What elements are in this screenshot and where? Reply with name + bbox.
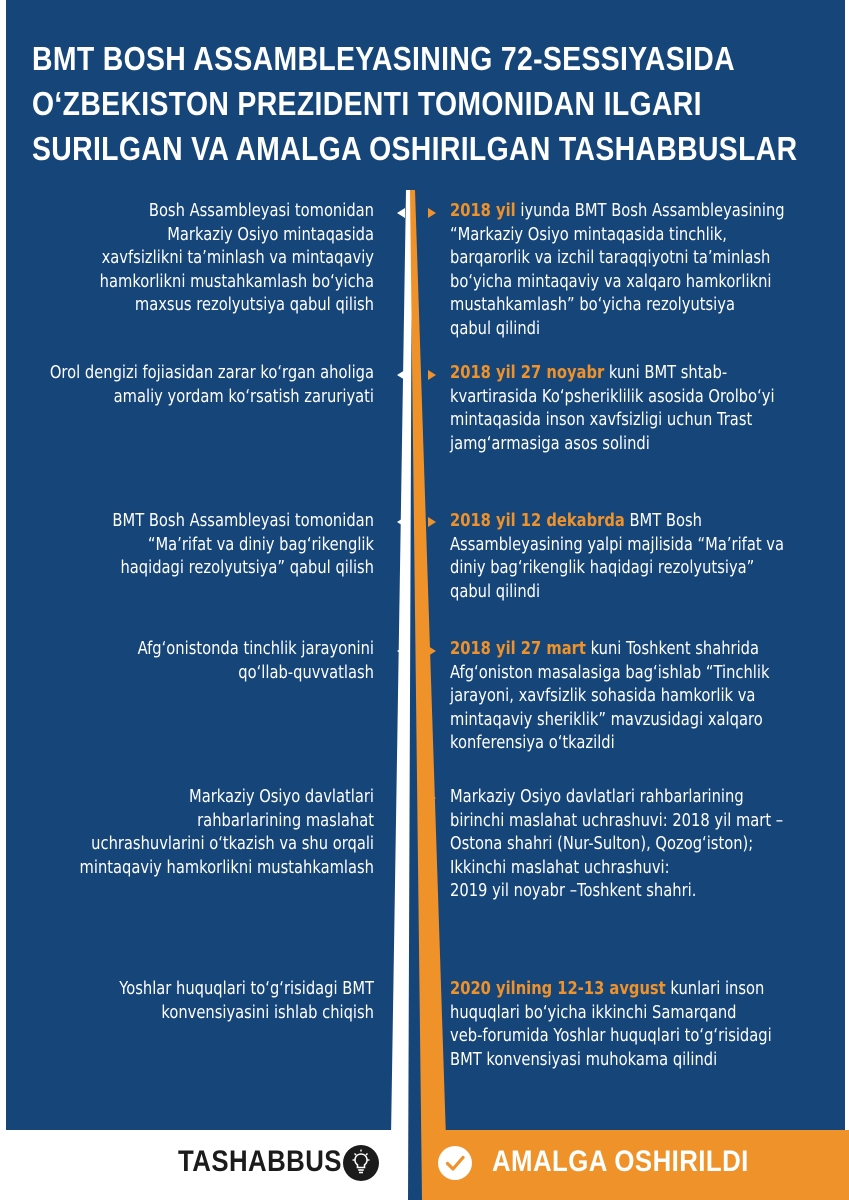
initiative-line: BMT Bosh Assambleyasi tomonidan (112, 511, 375, 531)
result-line: jamg‘armasiga asos solindi (450, 433, 650, 454)
initiative-2 (4, 362, 374, 409)
result-line: mustahkamlash” bo‘yicha rezolyutsiya (450, 295, 735, 315)
initiative-line: konvensiyasini ishlab chiqish (161, 1002, 374, 1023)
right-pointer-4 (428, 646, 436, 656)
left-pointer-2 (397, 370, 405, 380)
initiative-line: hamkorlikni mustahkamlash bo‘yicha (99, 271, 375, 292)
initiative-line: Markaziy Osiyo davlatlari (189, 787, 374, 807)
initiative-line: Yoshlar huquqlari to‘g‘risidagi BMT (119, 979, 374, 999)
initiative-line: haqidagi rezolyutsiya” qabul qilish (120, 558, 375, 578)
initiative-5 (4, 786, 374, 880)
result-line: bo‘yicha mintaqaviy va xalqaro hamkorlikni (450, 271, 772, 292)
result-text: iyunda BMT Bosh Assambleyasining (515, 201, 785, 221)
initiative-line: Orol dengizi fojiasidan zarar ko‘rgan aholiga (49, 363, 375, 383)
result-5 (450, 786, 811, 904)
result-first-line (450, 638, 811, 662)
result-text: Markaziy Osiyo davlatlari rahbarlarining (450, 787, 744, 807)
result-line: huquqlari bo‘yicha ikkinchi Samarqand (450, 1002, 737, 1023)
result-6 (450, 978, 811, 1072)
date-highlight: 2020 yilning 12-13 avgust (450, 979, 666, 999)
initiative-line: amaliy yordam ko‘rsatish zaruriyati (113, 386, 374, 407)
initiative-line: qo‘llab-quvvatlash (238, 662, 374, 683)
result-line: Assambleyasining yalpi majlisida “Ma’rifat va (450, 534, 784, 555)
result-line: diniy bag‘rikenglik haqidagi rezolyutsiya” (450, 558, 755, 578)
date-highlight: 2018 yil 12 dekabrda (450, 511, 625, 531)
result-line: Afg‘oniston masalasiga bag‘ishlab “Tinchlik (450, 662, 770, 683)
footer-initiative-label: TASHABBUS (178, 1145, 342, 1178)
result-1 (450, 200, 811, 341)
result-line: veb-forumida Yoshlar huquqlari to‘g‘risidagi (450, 1026, 772, 1046)
title-line-3: SURILGAN VA AMALGA OSHIRILGAN TASHABBUSLAR (32, 130, 798, 167)
initiative-line: Afg‘onistonda tinchlik jarayonini (137, 639, 374, 659)
initiative-4 (4, 638, 374, 685)
result-line: mintaqaviy sheriklik” mavzusidagi xalqaro (450, 709, 763, 730)
initiative-line: maxsus rezolyutsiya qabul qilish (134, 295, 374, 315)
result-3 (450, 510, 811, 604)
initiative-6 (4, 978, 374, 1025)
initiative-line: xavfsizlikni ta’minlash va mintaqaviy (101, 248, 375, 268)
initiative-3 (4, 510, 374, 581)
initiative-1 (4, 200, 374, 318)
result-first-line (450, 510, 811, 534)
result-line: Ostona shahri (Nur-Sulton), Qozog‘iston); (450, 834, 754, 854)
result-line: barqarorlik va izchil taraqqiyotni ta’minlash (450, 248, 771, 268)
left-pointer-1 (397, 208, 405, 218)
title-line-1: BMT BOSH ASSAMBLEYASINING 72-SESSIYASIDA (32, 40, 735, 77)
title-line-2: O‘ZBEKISTON PREZIDENTI TOMONIDAN ILGARI (32, 85, 702, 122)
initiative-line: rahbarlarining maslahat (197, 810, 374, 831)
result-4 (450, 638, 811, 756)
right-pointer-1 (428, 208, 436, 218)
result-first-line (450, 200, 811, 224)
result-line: mintaqasida inson xavfsizligi uchun Trast (450, 410, 753, 430)
white-timeline-bar (390, 190, 412, 1200)
date-highlight: 2018 yil 27 mart (450, 639, 586, 659)
result-line: jarayoni, xavfsizlik sohasida hamkorlik va (450, 686, 756, 706)
result-line: qabul qilindi (450, 581, 541, 602)
initiative-line: Markaziy Osiyo mintaqasida (167, 224, 374, 245)
result-line: “Markaziy Osiyo mintaqasida tinchlik, (450, 224, 727, 245)
result-first-line (450, 978, 811, 1002)
result-text: kuni Toshkent shahrida (585, 639, 760, 659)
result-line: kvartirasida Ko‘psheriklilik asosida Orolbo‘yi (450, 386, 775, 407)
footer-completed-label: AMALGA OSHIRILDI (492, 1145, 749, 1178)
check-circle-icon (437, 1145, 473, 1181)
result-2 (450, 362, 811, 456)
result-text: BMT Bosh (624, 511, 702, 531)
result-line: 2019 yil noyabr –Toshkent shahri. (450, 881, 697, 901)
lightbulb-icon (343, 1145, 379, 1181)
result-line: Ikkinchi maslahat uchrashuvi: (450, 857, 670, 878)
result-line: qabul qilindi (450, 318, 541, 339)
result-first-line (450, 786, 811, 810)
right-pointer-3 (428, 517, 436, 527)
initiative-line: uchrashuvlarini o‘tkazish va shu orqali (91, 834, 374, 854)
initiative-line: “Ma’rifat va diniy bag‘rikenglik (147, 534, 374, 555)
result-line: BMT konvensiyasi muhokama qilindi (450, 1049, 718, 1070)
result-line: konferensiya o‘tkazildi (450, 733, 615, 753)
result-text: kuni BMT shtab- (604, 363, 728, 383)
result-text: kunlari inson (665, 979, 765, 999)
result-first-line (450, 362, 811, 386)
initiative-line: Bosh Assambleyasi tomonidan (148, 201, 374, 221)
date-highlight: 2018 yil (450, 201, 516, 221)
initiative-line: mintaqaviy hamkorlikni mustahkamlash (79, 857, 374, 878)
right-pointer-2 (428, 370, 436, 380)
result-line: birinchi maslahat uchrashuvi: 2018 yil mart – (450, 810, 784, 831)
orange-timeline-bar (410, 190, 448, 1200)
date-highlight: 2018 yil 27 noyabr (450, 363, 605, 383)
